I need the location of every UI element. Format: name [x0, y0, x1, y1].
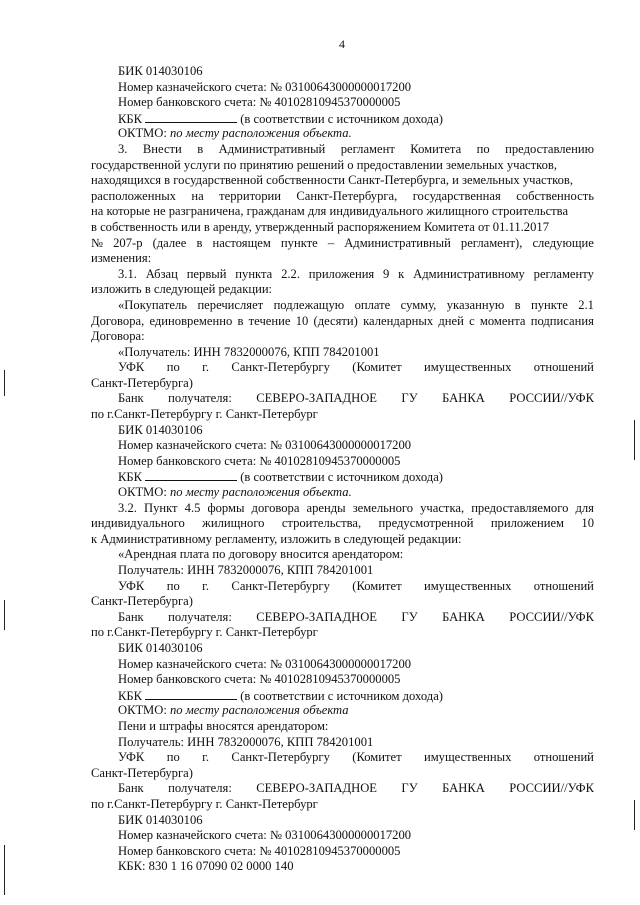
- oktmo-value: по месту расположения объекта.: [169, 126, 352, 141]
- word: 4.5: [184, 500, 201, 515]
- word: оплате: [354, 297, 391, 312]
- text-line: в собственность или в аренду, утвержденный распоряжением Комитета от 01.11.2017: [91, 219, 549, 234]
- word: Внести: [142, 141, 182, 156]
- word: СЕВЕРО-ЗАПАДНОЕ: [256, 781, 377, 796]
- kbk-line-2: [91, 469, 594, 485]
- word: СЕВЕРО-ЗАПАДНОЕ: [256, 609, 377, 624]
- oktmo-line: [91, 126, 594, 142]
- word: договора: [251, 500, 300, 515]
- scan-edge-mark: [4, 600, 5, 630]
- text-line: государственной услуги по принятию решений о предоставлении земельных участков,: [91, 157, 558, 172]
- bik-line: БИК 014030106: [118, 64, 203, 78]
- word: Административный: [218, 141, 326, 156]
- word: регламент: [340, 141, 395, 156]
- word: аренды: [306, 500, 346, 515]
- word: 9: [383, 266, 390, 281]
- word: следующие: [532, 235, 594, 250]
- treasury-account-line-3: Номер казначейского счета: № 03100643000000017200: [118, 656, 412, 671]
- word: ГУ: [401, 391, 418, 406]
- word: ГУ: [401, 781, 418, 796]
- word: приложением: [490, 516, 565, 531]
- word: по: [476, 141, 490, 156]
- word: г.: [202, 360, 210, 375]
- bank-recipient-line: [91, 391, 594, 407]
- word: пункте: [280, 235, 318, 250]
- bik-line-4: БИК 014030106: [118, 812, 203, 827]
- kbk-label: КБК: [118, 688, 143, 703]
- word: собственность: [516, 188, 594, 203]
- treasury-account-line-4: Номер казначейского счета: № 03100643000000017200: [118, 828, 412, 843]
- kbk-note: (в соответствии с источником дохода): [240, 470, 443, 485]
- word: БАНКА: [442, 391, 485, 406]
- word: дней: [438, 313, 464, 328]
- word: РОССИИ//УФК: [509, 391, 594, 406]
- word: по: [166, 578, 180, 593]
- oktmo-label: ОКТМО:: [118, 703, 170, 718]
- word: в: [196, 235, 203, 250]
- word: участка,: [420, 500, 465, 515]
- word: территории: [219, 188, 281, 203]
- text-line: [91, 516, 594, 532]
- word: момента: [479, 313, 526, 328]
- word: Санкт-Петербургу: [231, 360, 330, 375]
- recipient-line: «Получатель: ИНН 7832000076, КПП 784201001: [118, 344, 380, 359]
- rent-line: «Арендная плата по договору вносится арендатором:: [118, 547, 404, 562]
- paragraph-3-1: [91, 267, 594, 283]
- word: жилищного: [202, 516, 265, 531]
- ufk-line-3: [91, 750, 594, 766]
- word: указанную: [446, 297, 505, 312]
- word: по: [166, 750, 180, 765]
- penalties-line: Пени и штрафы вносятся арендатором:: [118, 718, 329, 733]
- word: имущественных: [423, 578, 512, 593]
- text-line: [91, 189, 594, 205]
- word: подписания: [530, 313, 594, 328]
- word: отношений: [533, 578, 594, 593]
- word: в: [514, 297, 521, 312]
- word: в: [237, 313, 244, 328]
- word: ГУ: [401, 609, 418, 624]
- word: первый: [186, 266, 227, 281]
- word: к: [398, 266, 405, 281]
- word: Договора,: [91, 313, 145, 328]
- word: (десяти): [313, 313, 358, 328]
- scan-edge-mark: [634, 800, 635, 830]
- word: предоставляемого: [471, 500, 569, 515]
- word: СЕВЕРО-ЗАПАДНОЕ: [256, 391, 377, 406]
- word: предоставлению: [505, 141, 594, 156]
- paragraph-3-2-last: к Административному регламенту, изложить в следующей редакции:: [91, 531, 462, 546]
- word: БАНКА: [442, 609, 485, 624]
- kbk-blank: [145, 111, 237, 123]
- text-line: находящихся в государственной собственности Санкт-Петербурга, и земельных участков,: [91, 173, 573, 188]
- kbk-blank: [145, 688, 237, 700]
- word: 2.1: [578, 297, 594, 312]
- kbk-note: (в соответствии с источником дохода): [240, 688, 443, 703]
- text-line: на которые не разграничена, гражданам для индивидуального жилищного строительства: [91, 204, 569, 219]
- text-line: [91, 142, 594, 158]
- kbk-note: (в соответствии с источником дохода): [240, 111, 443, 126]
- word: Банк: [118, 781, 144, 796]
- text-line: [91, 267, 594, 283]
- text-line: [91, 314, 594, 330]
- word: №: [91, 235, 104, 250]
- bik-line-3: БИК 014030106: [118, 640, 203, 655]
- word: «Покупатель: [118, 297, 188, 312]
- text-line: [91, 298, 594, 314]
- word: на: [191, 188, 204, 203]
- word: 10: [295, 313, 309, 328]
- paragraph-3-last: изменения:: [91, 251, 152, 266]
- treasury-account-line-2: Номер казначейского счета: № 03100643000000017200: [118, 438, 412, 453]
- word: Банк: [118, 609, 144, 624]
- ufk-line: [91, 360, 594, 376]
- kbk-label: КБК: [118, 111, 143, 126]
- word: г.: [202, 578, 210, 593]
- ufk-line-2: [91, 579, 594, 595]
- oktmo-value: по месту расположения объекта: [169, 703, 349, 718]
- scan-edge-mark: [4, 845, 5, 895]
- word: формы: [207, 500, 245, 515]
- word: государственная: [412, 188, 501, 203]
- word: подлежащую: [273, 297, 345, 312]
- bank-city-line-3: по г.Санкт-Петербургу г. Санкт-Петербург: [91, 796, 318, 811]
- word: течение: [248, 313, 291, 328]
- word: Санкт-Петербургу: [231, 578, 330, 593]
- word: с: [469, 313, 475, 328]
- word: УФК: [118, 578, 145, 593]
- word: расположенных: [91, 188, 176, 203]
- word: 3.1.: [118, 266, 137, 281]
- spb-line-3: Санкт-Петербурга): [91, 765, 193, 780]
- oktmo-line-2: [91, 485, 594, 501]
- word: по: [166, 360, 180, 375]
- word: имущественных: [423, 360, 512, 375]
- word: БАНКА: [442, 781, 485, 796]
- bank-account-line-2: Номер банковского счета: № 40102810945370000005: [118, 453, 401, 468]
- bank-account-line: Номер банковского счета: № 40102810945370000005: [118, 95, 401, 110]
- spb-line: Санкт-Петербурга): [91, 375, 193, 390]
- bank-recipient-line-3: [91, 781, 594, 797]
- page-number: 4: [339, 37, 345, 51]
- word: земельного: [352, 500, 414, 515]
- kbk-final-line: КБК: 830 1 16 07090 02 0000 140: [118, 859, 294, 874]
- kbk-blank: [145, 469, 237, 481]
- word: предусмотренной: [378, 516, 474, 531]
- oktmo-label: ОКТМО:: [118, 126, 170, 141]
- word: 207-р: [113, 235, 143, 250]
- paragraph-3-2: [91, 501, 594, 532]
- word: Абзац: [145, 266, 178, 281]
- word: пункта: [235, 266, 273, 281]
- scan-edge-mark: [4, 370, 5, 396]
- oktmo-value: по месту расположения объекта.: [169, 485, 352, 500]
- word: строительства,: [281, 516, 362, 531]
- kbk-label: КБК: [118, 470, 143, 485]
- word: (Комитет: [352, 750, 402, 765]
- word: 2.2.: [281, 266, 300, 281]
- text-line: [91, 236, 594, 252]
- treasury-account-line: Номер казначейского счета: № 03100643000000017200: [118, 79, 412, 94]
- word: РОССИИ//УФК: [509, 609, 594, 624]
- word: 3.2.: [118, 500, 137, 515]
- recipient-line-3: Получатель: ИНН 7832000076, КПП 784201001: [118, 734, 374, 749]
- text-line: [91, 501, 594, 517]
- word: настоящем: [212, 235, 271, 250]
- word: Санкт-Петербургу: [231, 750, 330, 765]
- word: г.: [202, 750, 210, 765]
- word: 3.: [118, 141, 128, 156]
- word: Санкт-Петербурга,: [296, 188, 398, 203]
- word: (далее: [152, 235, 187, 250]
- word: Пункт: [143, 500, 178, 515]
- word: календарных: [363, 313, 434, 328]
- word: получателя:: [168, 609, 232, 624]
- word: приложения: [308, 266, 375, 281]
- word: Административному: [413, 266, 525, 281]
- document-body: [91, 64, 594, 875]
- oktmo-label: ОКТМО:: [118, 485, 170, 500]
- word: единовременно: [149, 313, 233, 328]
- word: –: [327, 235, 335, 250]
- word: получателя:: [168, 781, 232, 796]
- bank-city-line-2: по г.Санкт-Петербургу г. Санкт-Петербург: [91, 625, 318, 640]
- word: (Комитет: [352, 360, 402, 375]
- word: сумму,: [400, 297, 437, 312]
- word: получателя:: [168, 391, 232, 406]
- bank-account-line-4: Номер банковского счета: № 40102810945370000005: [118, 843, 401, 858]
- word: регламент),: [460, 235, 523, 250]
- word: (Комитет: [352, 578, 402, 593]
- paragraph-3: [91, 142, 594, 251]
- word: пункте: [531, 297, 568, 312]
- spb-line-2: Санкт-Петербурга): [91, 594, 193, 609]
- bik-line-2: БИК 014030106: [118, 422, 203, 437]
- word: отношений: [533, 360, 594, 375]
- bank-city-line: по г.Санкт-Петербургу г. Санкт-Петербург: [91, 407, 318, 422]
- bank-account-line-3: Номер банковского счета: № 40102810945370000005: [118, 672, 401, 687]
- oktmo-line-3: [91, 703, 594, 719]
- word: Административный: [344, 235, 451, 250]
- word: индивидуального: [91, 516, 185, 531]
- word: имущественных: [423, 750, 512, 765]
- word: Комитета: [410, 141, 462, 156]
- scan-edge-mark: [634, 420, 635, 460]
- word: регламенту: [533, 266, 594, 281]
- quote-paragraph-last: Договора:: [91, 329, 145, 344]
- bank-recipient-line-2: [91, 610, 594, 626]
- recipient-line-2: Получатель: ИНН 7832000076, КПП 784201001: [118, 563, 374, 577]
- kbk-line: [91, 111, 594, 127]
- word: для: [575, 500, 594, 515]
- word: РОССИИ//УФК: [509, 781, 594, 796]
- kbk-line-3: [91, 688, 594, 704]
- word: в: [197, 141, 204, 156]
- word: Банк: [118, 391, 144, 406]
- word: УФК: [118, 750, 145, 765]
- quote-paragraph: [91, 298, 594, 329]
- word: 10: [581, 516, 594, 531]
- word: УФК: [118, 360, 145, 375]
- paragraph-3-1-last: изложить в следующей редакции:: [91, 282, 273, 297]
- word: перечисляет: [197, 297, 264, 312]
- word: отношений: [533, 750, 594, 765]
